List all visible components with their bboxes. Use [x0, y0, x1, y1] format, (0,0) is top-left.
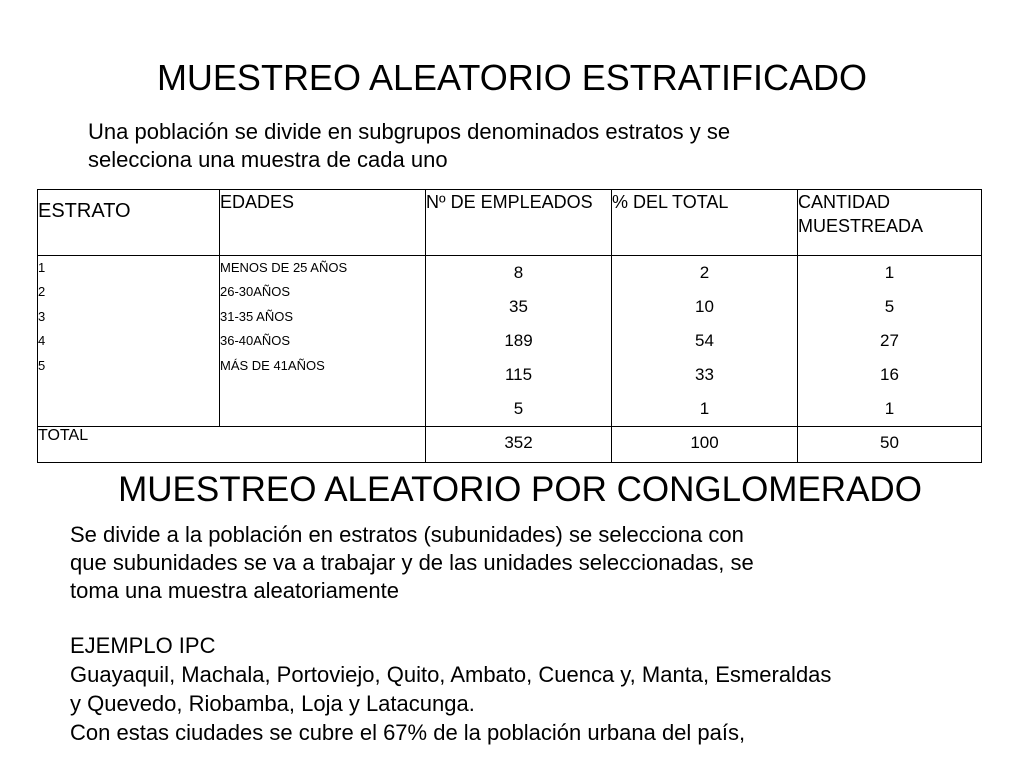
table-header-row — [38, 190, 982, 256]
empleados-value: 35 — [509, 297, 528, 316]
porcentaje-value: 33 — [695, 365, 714, 384]
muestreada-value: 27 — [880, 331, 899, 350]
estrato-value: 3 — [38, 308, 46, 324]
edad-value: MÁS DE 41AÑOS — [220, 357, 325, 373]
edad-value: 31-35 AÑOS — [220, 308, 293, 324]
estrato-value: 5 — [38, 357, 46, 373]
section-title-conglomerado: MUESTREO ALEATORIO POR CONGLOMERADO — [118, 470, 922, 509]
example-line: y Quevedo, Riobamba, Loja y Latacunga. — [70, 691, 475, 716]
edades-cell — [220, 256, 426, 427]
porcentaje-value: 2 — [699, 263, 710, 282]
porcentaje-cell — [612, 256, 798, 427]
muestreada-value: 1 — [884, 263, 895, 282]
estrato-value: 2 — [38, 284, 46, 300]
description-line: selecciona una muestra de cada uno — [88, 147, 448, 172]
empleados-value: 115 — [504, 365, 533, 384]
edad-value: 26-30AÑOS — [220, 284, 291, 300]
porcentaje-value: 1 — [699, 399, 710, 418]
empleados-cell — [426, 256, 612, 427]
muestreada-value: 5 — [884, 297, 895, 316]
estrato-cell — [38, 256, 220, 427]
header-edades: EDADES — [220, 190, 426, 256]
description-line: que subunidades se va a trabajar y de las unidades seleccionadas, se — [70, 550, 754, 575]
estrato-value: 1 — [38, 260, 46, 275]
estrato-value: 4 — [38, 333, 46, 349]
description-line: toma una muestra aleatoriamente — [70, 578, 399, 603]
header-empleados: Nº DE EMPLEADOS — [426, 190, 612, 256]
total-porcentaje: 100 — [612, 427, 798, 463]
header-estrato: ESTRATO — [38, 190, 220, 256]
cluster-description — [70, 521, 970, 605]
example-line: Guayaquil, Machala, Portoviejo, Quito, Ambato, Cuenca y, Manta, Esmeraldas — [70, 662, 832, 687]
total-empleados: 352 — [426, 427, 612, 463]
example-heading: EJEMPLO IPC — [70, 633, 216, 658]
empleados-value: 189 — [504, 331, 533, 350]
total-muestreada: 50 — [798, 427, 982, 463]
edad-value: 36-40AÑOS — [220, 333, 291, 349]
muestreada-value: 16 — [880, 365, 899, 384]
header-muestreada: CANTIDAD MUESTREADA — [798, 190, 982, 256]
muestreada-cell — [798, 256, 982, 427]
edad-value: MENOS DE 25 AÑOS — [220, 260, 348, 275]
empleados-value: 5 — [513, 399, 524, 418]
muestreada-value: 1 — [884, 399, 895, 418]
total-label: TOTAL — [38, 427, 426, 463]
table-total-row — [38, 427, 982, 463]
example-line: Con estas ciudades se cubre el 67% de la población urbana del país, — [70, 720, 746, 745]
description-line: Una población se divide en subgrupos denominados estratos y se — [88, 119, 731, 144]
stratified-description — [88, 118, 988, 174]
table-data-row — [38, 256, 982, 427]
porcentaje-value: 10 — [695, 297, 714, 316]
header-porcentaje: % DEL TOTAL — [612, 190, 798, 256]
ipc-example — [70, 631, 1010, 747]
empleados-value: 8 — [513, 263, 524, 282]
description-line: Se divide a la población en estratos (subunidades) se selecciona con — [70, 522, 744, 547]
page-title: MUESTREO ALEATORIO ESTRATIFICADO — [156, 57, 868, 98]
strata-table — [37, 189, 982, 463]
porcentaje-value: 54 — [695, 331, 714, 350]
